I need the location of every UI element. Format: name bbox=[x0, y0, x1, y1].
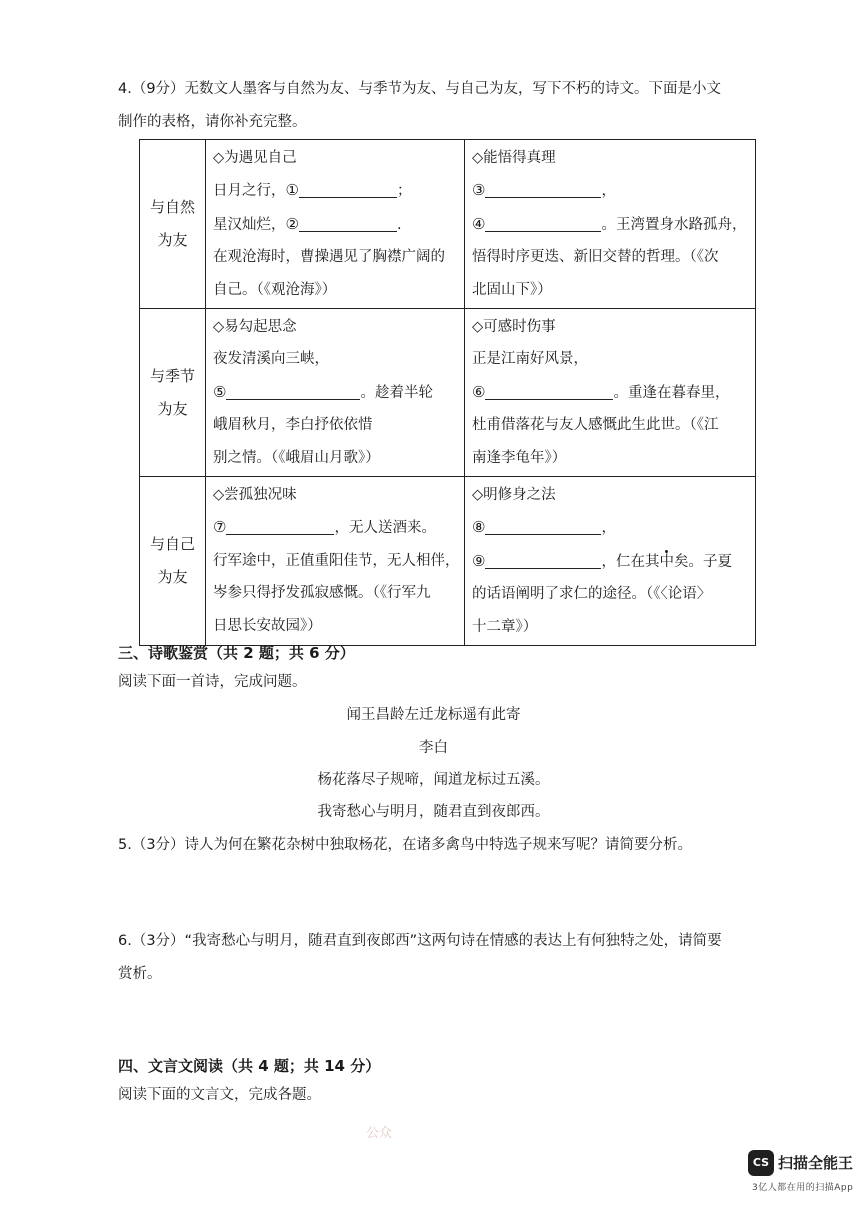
poem-title: 闻王昌龄左迁龙标遥有此寄 bbox=[346, 707, 521, 723]
cell-line: 岑参只得抒发孤寂感慨。（《行军九 bbox=[213, 585, 431, 602]
question-6-line-2: 赏析。 bbox=[118, 966, 162, 982]
question-4-text bbox=[118, 73, 758, 139]
table-row bbox=[140, 477, 756, 646]
table-cell bbox=[465, 309, 756, 477]
blank-number-2: ② bbox=[285, 214, 299, 233]
cell-line: 正是江南好风景， bbox=[472, 351, 588, 368]
question-5: 5.（3分）诗人为何在繁花杂树中独取杨花，在诸多禽鸟中特选子规来写呢？请简要分析。 bbox=[118, 837, 693, 853]
question-4-line-2: 制作的表格，请你补充完整。 bbox=[118, 114, 307, 130]
row-header bbox=[140, 309, 206, 477]
table-cell bbox=[206, 140, 465, 309]
cell-line: 行军途中，正值重阳佳节，无人相伴， bbox=[213, 552, 460, 569]
blank-number-3: ③ bbox=[472, 181, 486, 200]
cs-logo-icon: CS bbox=[748, 1150, 774, 1176]
cell-title: ◇明修身之法 bbox=[472, 487, 556, 504]
cell-line bbox=[472, 376, 749, 409]
text: 。趁着半轮 bbox=[360, 384, 433, 401]
text: 星汉灿烂， bbox=[213, 216, 286, 233]
text: 。王湾置身水路孤舟， bbox=[601, 216, 747, 233]
table-cell bbox=[465, 477, 756, 646]
cell-line: 峨眉秋月，李白抒依依惜 bbox=[213, 417, 373, 434]
answer-blank-9[interactable] bbox=[485, 550, 601, 569]
cell-line: 在观沧海时，曹操遇见了胸襟广阔的 bbox=[213, 249, 445, 266]
blank-number-8: ⑧ bbox=[472, 518, 486, 537]
row-header-line: 与自己 bbox=[149, 535, 195, 554]
cell-line: 的话语阐明了求仁的途径。（《〈论语〉 bbox=[472, 586, 712, 603]
cell-line: 杜甫借落花与友人感慨此生此世。（《江 bbox=[472, 417, 719, 434]
table-cell bbox=[206, 477, 465, 646]
answer-blank-2[interactable] bbox=[299, 213, 397, 232]
cell-line bbox=[213, 208, 458, 241]
faint-watermark: 公众 bbox=[366, 1126, 393, 1141]
text: ，无人送酒来。 bbox=[334, 520, 436, 537]
table-row bbox=[140, 309, 756, 477]
row-header-line: 为友 bbox=[157, 231, 188, 250]
emphasis-dot-char: 中 bbox=[659, 553, 674, 570]
text: ， bbox=[601, 520, 616, 537]
section-4-title: 四、文言文阅读（共 4 题；共 14 分） bbox=[118, 1057, 381, 1075]
text: ， bbox=[601, 183, 616, 200]
row-header bbox=[140, 477, 206, 646]
cell-line: 别之情。（《峨眉山月歌》） bbox=[213, 449, 380, 466]
cell-line bbox=[472, 208, 749, 241]
row-header-line: 为友 bbox=[157, 568, 188, 587]
blank-number-1: ① bbox=[285, 181, 299, 200]
text: 。重逢在暮春里， bbox=[613, 384, 730, 401]
table-cell bbox=[465, 140, 756, 309]
blank-number-9: ⑨ bbox=[472, 551, 486, 570]
text: 矣。子夏 bbox=[673, 553, 732, 570]
question-6-line-1: 6.（3分）“我寄愁心与明月，随君直到夜郎西”这两句诗在情感的表达上有何独特之处，请简要 bbox=[118, 933, 722, 949]
poem-line-2: 我寄愁心与明月，随君直到夜郎西。 bbox=[317, 804, 550, 820]
section-4-intro: 阅读下面的文言文，完成各题。 bbox=[118, 1087, 321, 1103]
cell-title: ◇能悟得真理 bbox=[472, 150, 556, 166]
fill-in-table bbox=[139, 139, 756, 646]
row-header bbox=[140, 140, 206, 309]
row-header-line: 为友 bbox=[157, 399, 188, 418]
answer-blank-7[interactable] bbox=[226, 516, 334, 535]
cell-line: 夜发清溪向三峡， bbox=[213, 351, 329, 368]
cell-line bbox=[213, 174, 458, 207]
text: 日月之行， bbox=[213, 183, 286, 200]
cell-line bbox=[472, 511, 749, 544]
cell-title: ◇易勾起思念 bbox=[213, 319, 297, 336]
cell-line: 日思长安故园》） bbox=[213, 617, 322, 634]
text: ； bbox=[396, 183, 412, 200]
cell-line: 悟得时序更迭、新旧交替的哲理。（《次 bbox=[472, 249, 719, 266]
text: ，仁在其 bbox=[601, 553, 660, 570]
cell-line bbox=[213, 511, 458, 544]
table-cell bbox=[206, 309, 465, 477]
answer-blank-6[interactable] bbox=[485, 381, 613, 400]
row-header-line: 与季节 bbox=[149, 366, 195, 385]
cell-line bbox=[472, 174, 749, 207]
answer-blank-5[interactable] bbox=[226, 381, 360, 400]
text: . bbox=[396, 216, 402, 233]
cell-title: ◇尝孤独况味 bbox=[213, 487, 297, 504]
blank-number-5: ⑤ bbox=[213, 382, 227, 401]
cell-line: 十二章》） bbox=[472, 618, 538, 635]
section-3-title: 三、诗歌鉴赏（共 2 题；共 6 分） bbox=[118, 644, 355, 662]
poem-line-1: 杨花落尽子规啼，闻道龙标过五溪。 bbox=[317, 772, 550, 788]
poem-author: 李白 bbox=[419, 740, 448, 756]
cell-title: ◇为遇见自己 bbox=[213, 150, 297, 166]
answer-blank-8[interactable] bbox=[485, 516, 601, 535]
blank-number-7: ⑦ bbox=[213, 518, 227, 537]
section-3-intro: 阅读下面一首诗，完成问题。 bbox=[118, 674, 307, 690]
blank-number-4: ④ bbox=[472, 214, 486, 233]
brand-tagline: 3亿人都在用的扫描App bbox=[752, 1183, 854, 1193]
cell-title: ◇可感时伤事 bbox=[472, 319, 556, 336]
scanner-app-watermark bbox=[748, 1150, 860, 1194]
table-row bbox=[140, 140, 756, 309]
row-header-line: 与自然 bbox=[149, 198, 195, 217]
answer-blank-1[interactable] bbox=[299, 179, 397, 198]
question-4-line-1: 4.（9分）无数文人墨客与自然为友、与季节为友、与自己为友，写下不朽的诗文。下面是小文 bbox=[118, 81, 722, 97]
cell-line: 自己。（《观沧海》） bbox=[213, 281, 337, 298]
answer-blank-4[interactable] bbox=[485, 213, 601, 232]
cell-line: 南逢李龟年》） bbox=[472, 449, 567, 466]
cell-line bbox=[472, 545, 749, 578]
cell-line: 北固山下》） bbox=[472, 281, 552, 298]
blank-number-6: ⑥ bbox=[472, 382, 486, 401]
cell-line bbox=[213, 376, 458, 409]
answer-blank-3[interactable] bbox=[485, 179, 601, 198]
brand-name: 扫描全能王 bbox=[778, 1154, 854, 1172]
